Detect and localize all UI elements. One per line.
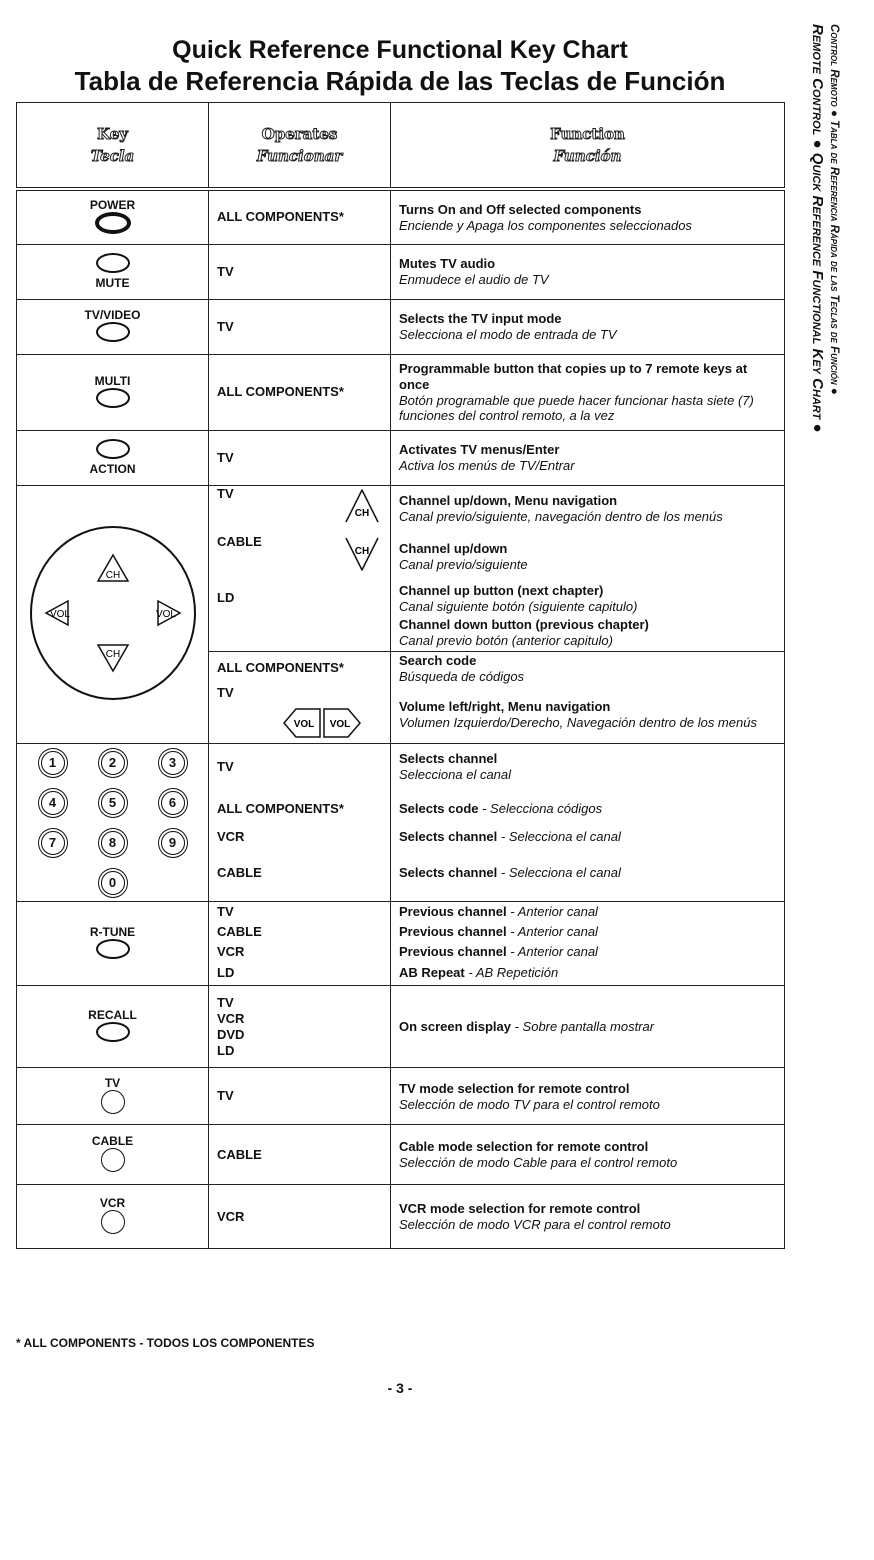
function-spanish: Canal previo/siguiente xyxy=(399,556,528,572)
operates-component: TV xyxy=(217,994,234,1010)
operates-component: VCR xyxy=(217,828,245,844)
table-row xyxy=(17,902,785,922)
operates-component: TV xyxy=(217,685,234,700)
circle-button-icon[interactable] xyxy=(101,1090,125,1114)
function-spanish: Selección de modo VCR para el control remoto xyxy=(399,1217,671,1232)
function-english: TV mode selection for remote control xyxy=(399,1080,630,1096)
number-pad xyxy=(25,751,200,895)
operates-cell xyxy=(209,986,391,1068)
function-cell xyxy=(391,790,785,828)
operates-cell xyxy=(209,902,391,922)
channel-up-icon xyxy=(342,486,382,526)
side-header-spanish: Control Remoto ● Tabla de Referencia Rápida de las Teclas de Función ● xyxy=(828,24,840,395)
key-cell xyxy=(17,299,209,354)
number-key-9[interactable]: 9 xyxy=(161,831,185,855)
operates-component: TV xyxy=(217,1088,234,1103)
operates-cell xyxy=(209,744,391,790)
svg-text:VOL: VOL xyxy=(329,719,351,730)
svg-text:CH: CH xyxy=(354,508,370,520)
function-spanish: - Selecciona el canal xyxy=(497,828,621,844)
function-english: Cable mode selection for remote control xyxy=(399,1139,649,1154)
operates-component: ALL COMPONENTS* xyxy=(217,384,344,399)
operates-cell xyxy=(209,581,391,615)
function-spanish: Activa los menús de TV/Entrar xyxy=(399,458,575,473)
function-english: Search code xyxy=(399,652,477,668)
key-label: TV xyxy=(104,1075,121,1090)
operates-component: TV xyxy=(217,263,234,279)
function-english: Programmable button that copies up to 7 remote keys at once xyxy=(399,361,748,392)
function-spanish: Enmudece el audio de TV xyxy=(399,272,549,287)
channel-down-icon xyxy=(342,534,382,574)
oval-button-icon[interactable] xyxy=(96,939,130,959)
table-row xyxy=(17,986,785,1068)
function-text xyxy=(399,829,776,845)
operates-component: TV xyxy=(217,449,234,465)
function-cell xyxy=(391,685,785,744)
function-text xyxy=(399,904,776,920)
operates-component: LD xyxy=(217,590,235,605)
operates-component: ALL COMPONENTS* xyxy=(217,660,344,676)
number-key-8[interactable]: 8 xyxy=(101,831,125,855)
operates-cell xyxy=(209,922,391,942)
operates-cell xyxy=(209,354,391,430)
table-row xyxy=(17,1185,785,1249)
dpad-icon xyxy=(28,523,198,703)
function-cell xyxy=(391,651,785,685)
key-label: CABLE xyxy=(91,1134,134,1148)
function-spanish: Selección de modo TV para el control remoto xyxy=(399,1096,660,1112)
operates-cell xyxy=(209,942,391,962)
number-key-5[interactable]: 5 xyxy=(101,791,125,815)
function-spanish: Enciende y Apaga los componentes seleccionados xyxy=(399,217,692,233)
operates-cell xyxy=(209,189,391,244)
function-spanish: Selecciona el canal xyxy=(399,767,512,783)
operates-component: VCR xyxy=(217,1010,245,1026)
key-cell xyxy=(17,485,209,744)
number-key-3[interactable]: 3 xyxy=(161,751,185,775)
operates-component: LD xyxy=(217,965,235,981)
operates-component: CABLE xyxy=(217,923,262,939)
operates-component: TV xyxy=(217,318,234,334)
operates-cell xyxy=(209,790,391,828)
operates-component: CABLE xyxy=(217,1146,262,1162)
key-cell xyxy=(17,430,209,485)
operates-cell xyxy=(209,1068,391,1125)
operates-cell xyxy=(209,485,391,531)
function-spanish: - Sobre pantalla mostrar xyxy=(511,1018,655,1034)
table-row xyxy=(17,1068,785,1125)
function-english: Selects the TV input mode xyxy=(399,311,562,326)
table-row xyxy=(17,744,785,790)
number-key-2[interactable]: 2 xyxy=(101,751,125,775)
function-spanish: Canal previo/siguiente, navegación dentro de los menús xyxy=(399,508,723,524)
function-english: VCR mode selection for remote control xyxy=(399,1201,641,1216)
operates-component: ALL COMPONENTS* xyxy=(217,209,344,225)
function-cell xyxy=(391,1068,785,1125)
operates-cell xyxy=(209,531,391,581)
function-spanish: - Selecciona códigos xyxy=(478,800,603,816)
operates-cell xyxy=(209,962,391,986)
function-cell xyxy=(391,299,785,354)
table-row xyxy=(17,299,785,354)
operates-component: VCR xyxy=(217,1208,245,1224)
function-spanish: - Selecciona el canal xyxy=(497,865,621,881)
function-cell xyxy=(391,354,785,430)
function-english: Turns On and Off selected components xyxy=(399,201,642,217)
function-cell xyxy=(391,962,785,986)
key-cell xyxy=(17,1125,209,1185)
function-cell xyxy=(391,744,785,790)
operates-component: CABLE xyxy=(217,865,262,881)
svg-text:CH: CH xyxy=(105,648,120,660)
key-chart-table xyxy=(16,102,785,1249)
function-spanish: Volumen Izquierdo/Derecho, Navegación dentro de los menús xyxy=(399,714,757,730)
oval-button-icon[interactable] xyxy=(96,253,130,273)
operates-cell xyxy=(209,828,391,846)
function-english: Channel up button (next chapter) xyxy=(399,582,604,598)
oval-button-icon[interactable] xyxy=(96,439,130,459)
key-cell xyxy=(17,189,209,244)
function-english: Channel up/down xyxy=(399,540,508,556)
function-text xyxy=(399,865,776,881)
function-cell xyxy=(391,828,785,846)
key-label: MUTE xyxy=(95,276,130,290)
function-spanish: Búsqueda de códigos xyxy=(399,668,525,684)
function-text xyxy=(399,924,776,940)
svg-text:VOL: VOL xyxy=(155,608,176,620)
function-english: On screen display xyxy=(399,1018,511,1034)
function-text xyxy=(399,1019,776,1035)
function-cell xyxy=(391,986,785,1068)
operates-component: LD xyxy=(217,1042,235,1058)
table-row xyxy=(17,430,785,485)
function-cell xyxy=(391,531,785,581)
operates-cell xyxy=(209,1185,391,1249)
volume-left-right-icon xyxy=(282,707,362,739)
key-cell xyxy=(17,1068,209,1125)
function-text xyxy=(399,801,776,817)
operates-component: TV xyxy=(217,758,234,774)
function-cell xyxy=(391,1185,785,1249)
number-key-4[interactable]: 4 xyxy=(41,791,65,815)
title-spanish: Tabla de Referencia Rápida de las Teclas de Función xyxy=(74,66,726,96)
svg-text:CH: CH xyxy=(354,546,370,557)
operates-cell xyxy=(209,651,391,685)
function-spanish: - Anterior canal xyxy=(506,903,598,919)
key-cell xyxy=(17,744,209,902)
key-label: POWER xyxy=(89,197,136,212)
function-english: AB Repeat xyxy=(399,965,465,981)
operates-component: TV xyxy=(217,903,234,919)
svg-text:CH: CH xyxy=(105,569,120,581)
key-label: TV/VIDEO xyxy=(84,308,141,322)
function-cell xyxy=(391,485,785,531)
function-english: Channel down button (previous chapter) xyxy=(399,617,649,633)
function-text xyxy=(399,965,776,981)
function-cell xyxy=(391,430,785,485)
operates-cell xyxy=(209,685,391,744)
oval-button-icon[interactable] xyxy=(96,388,130,408)
operates-cell xyxy=(209,1125,391,1185)
table-row xyxy=(17,354,785,430)
circle-button-icon[interactable] xyxy=(101,1210,125,1234)
function-spanish: Selección de modo Cable para el control remoto xyxy=(399,1155,678,1170)
number-key-0[interactable]: 0 xyxy=(101,871,125,895)
operates-component: CABLE xyxy=(217,534,262,549)
oval-button-icon[interactable] xyxy=(96,322,130,342)
key-label: ACTION xyxy=(89,462,136,476)
oval-button-icon[interactable] xyxy=(96,1022,130,1042)
function-spanish: Canal previo botón (anterior capitulo) xyxy=(399,633,613,649)
header-operates: Operates Funcionar xyxy=(209,103,391,190)
function-spanish: Botón programable que puede hacer funcionar hasta siete (7) funciones del control remoto, a la vez xyxy=(399,393,754,423)
oval-button-icon[interactable] xyxy=(95,212,131,234)
function-english: Previous channel xyxy=(399,903,507,919)
key-cell xyxy=(17,354,209,430)
function-english: Channel up/down, Menu navigation xyxy=(399,492,618,508)
function-english: Selects channel xyxy=(399,865,498,881)
function-text xyxy=(399,944,776,960)
function-english: Selects channel xyxy=(399,828,498,844)
operates-cell xyxy=(209,846,391,902)
function-cell xyxy=(391,922,785,942)
key-cell xyxy=(17,986,209,1068)
page-number: - 3 - xyxy=(387,1380,413,1396)
function-english: Mutes TV audio xyxy=(399,256,496,271)
number-key-1[interactable]: 1 xyxy=(41,751,65,775)
key-label: RECALL xyxy=(88,1008,137,1022)
table-row xyxy=(17,1125,785,1185)
function-english: Activates TV menus/Enter xyxy=(399,442,560,457)
header-function: Function Función xyxy=(391,103,785,190)
svg-text:VOL: VOL xyxy=(49,608,70,620)
function-cell xyxy=(391,189,785,244)
function-spanish: - AB Repetición xyxy=(464,965,559,981)
operates-cell xyxy=(209,430,391,485)
function-english: Volume left/right, Menu navigation xyxy=(399,698,611,714)
key-cell xyxy=(17,1185,209,1249)
key-label: MULTI xyxy=(94,373,131,388)
function-cell xyxy=(391,902,785,922)
svg-text:VOL: VOL xyxy=(293,719,315,730)
function-spanish: - Anterior canal xyxy=(506,923,598,939)
operates-cell xyxy=(209,244,391,299)
function-spanish: Selecciona el modo de entrada de TV xyxy=(399,327,617,342)
circle-button-icon[interactable] xyxy=(101,1148,125,1172)
function-cell xyxy=(391,244,785,299)
function-spanish: Canal siguiente botón (siguiente capitulo) xyxy=(399,598,638,614)
key-label: VCR xyxy=(99,1196,126,1210)
function-spanish: - Anterior canal xyxy=(506,943,598,959)
operates-cell xyxy=(209,615,391,651)
operates-component: TV xyxy=(217,486,234,502)
function-cell xyxy=(391,581,785,615)
function-english: Previous channel xyxy=(399,923,507,939)
operates-component: DVD xyxy=(217,1026,245,1042)
title-english: Quick Reference Functional Key Chart xyxy=(172,36,628,64)
function-cell xyxy=(391,942,785,962)
number-key-7[interactable]: 7 xyxy=(41,831,65,855)
operates-component: VCR xyxy=(217,943,245,959)
function-cell xyxy=(391,615,785,651)
key-cell xyxy=(17,902,209,986)
function-cell xyxy=(391,846,785,902)
key-cell xyxy=(17,244,209,299)
header-key: Key Tecla xyxy=(17,103,209,190)
function-english: Selects code xyxy=(399,800,479,816)
side-header-english: Remote Control ● Quick Reference Functional Key Chart ● xyxy=(809,24,826,433)
operates-cell xyxy=(209,299,391,354)
function-english: Previous channel xyxy=(399,943,507,959)
function-cell xyxy=(391,1125,785,1185)
key-label: R-TUNE xyxy=(89,925,136,939)
table-row xyxy=(17,189,785,244)
footnote: * ALL COMPONENTS - TODOS LOS COMPONENTES xyxy=(16,1336,315,1350)
operates-component: ALL COMPONENTS* xyxy=(217,800,344,816)
function-english: Selects channel xyxy=(399,751,498,767)
table-row xyxy=(17,244,785,299)
number-key-6[interactable]: 6 xyxy=(161,791,185,815)
table-row xyxy=(17,485,785,531)
